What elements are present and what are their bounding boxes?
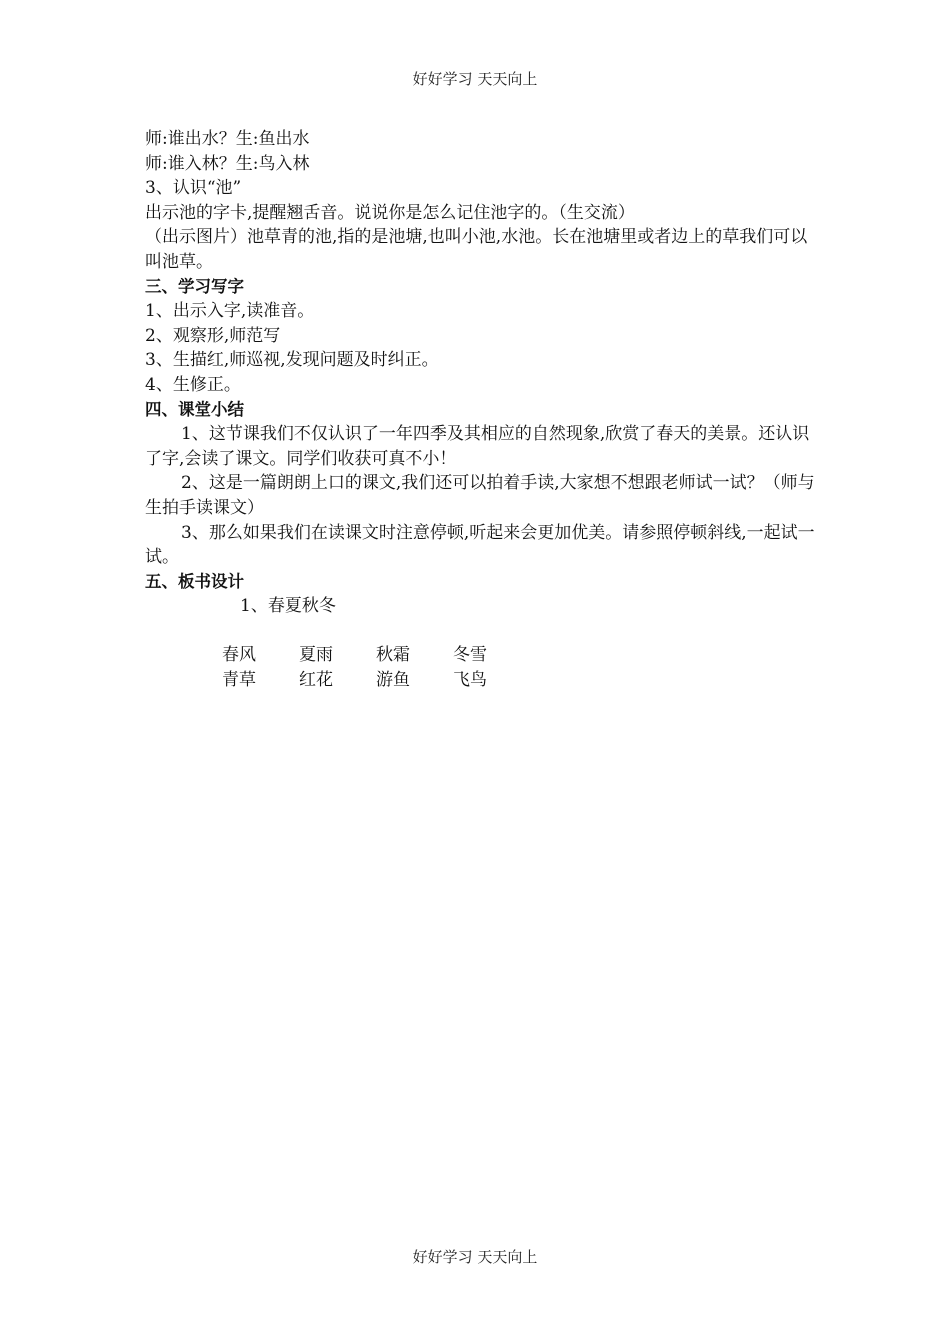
board-row-2: [145, 668, 815, 693]
board-title: 1、春夏秋冬: [240, 596, 336, 617]
board-word: 夏雨: [299, 645, 333, 666]
dialogue-line-1: 师:谁出水？生:鱼出水: [145, 129, 310, 149]
page-footer: 好好学习 天天向上: [412, 1248, 538, 1266]
board-word: 游鱼: [376, 670, 410, 691]
writing-step-4: 4、生修正。: [145, 374, 241, 395]
writing-step-2: 2、观察形,师范写: [145, 325, 281, 346]
document-body: [145, 127, 815, 693]
board-word: 飞鸟: [453, 670, 487, 691]
paragraph-chi-picture: （出示图片）池草青的池,指的是池塘,也叫小池,水池。长在池塘里或者边上的草我们可以叫池草。: [145, 227, 808, 272]
summary-paragraph-1: 1、这节课我们不仅认识了一年四季及其相应的自然现象,欣赏了春天的美景。还认识了字,会读了课文。同学们收获可真不小！: [145, 424, 810, 469]
board-word: 红花: [299, 670, 333, 691]
blank-line: [145, 619, 815, 644]
board-word: 青草: [222, 670, 256, 691]
board-row-1: [145, 643, 815, 668]
paragraph-chi-card: 出示池的字卡,提醒翘舌音。说说你是怎么记住池字的。（生交流）: [145, 202, 635, 223]
section-heading-board: 五、板书设计: [145, 571, 244, 591]
board-word: 秋霜: [376, 645, 410, 666]
section-heading-writing: 三、学习写字: [145, 276, 244, 296]
section-heading-summary: 四、课堂小结: [145, 399, 244, 419]
board-word: 春风: [222, 645, 256, 666]
step-recognize-chi: 3、认识“池”: [145, 178, 242, 199]
page-header: 好好学习 天天向上: [412, 70, 538, 88]
board-word: 冬雪: [453, 645, 487, 666]
summary-paragraph-3: 3、那么如果我们在读课文时注意停顿,听起来会更加优美。请参照停顿斜线,一起试一试。: [145, 522, 815, 568]
summary-paragraph-2: 2、这是一篇朗朗上口的课文,我们还可以拍着手读,大家想不想跟老师试一试？（师与生拍手读课文）: [145, 473, 815, 518]
writing-step-1: 1、出示入字,读准音。: [145, 301, 315, 322]
writing-step-3: 3、生描红,师巡视,发现问题及时纠正。: [145, 350, 439, 371]
dialogue-line-2: 师:谁入林？生:鸟入林: [145, 153, 310, 174]
